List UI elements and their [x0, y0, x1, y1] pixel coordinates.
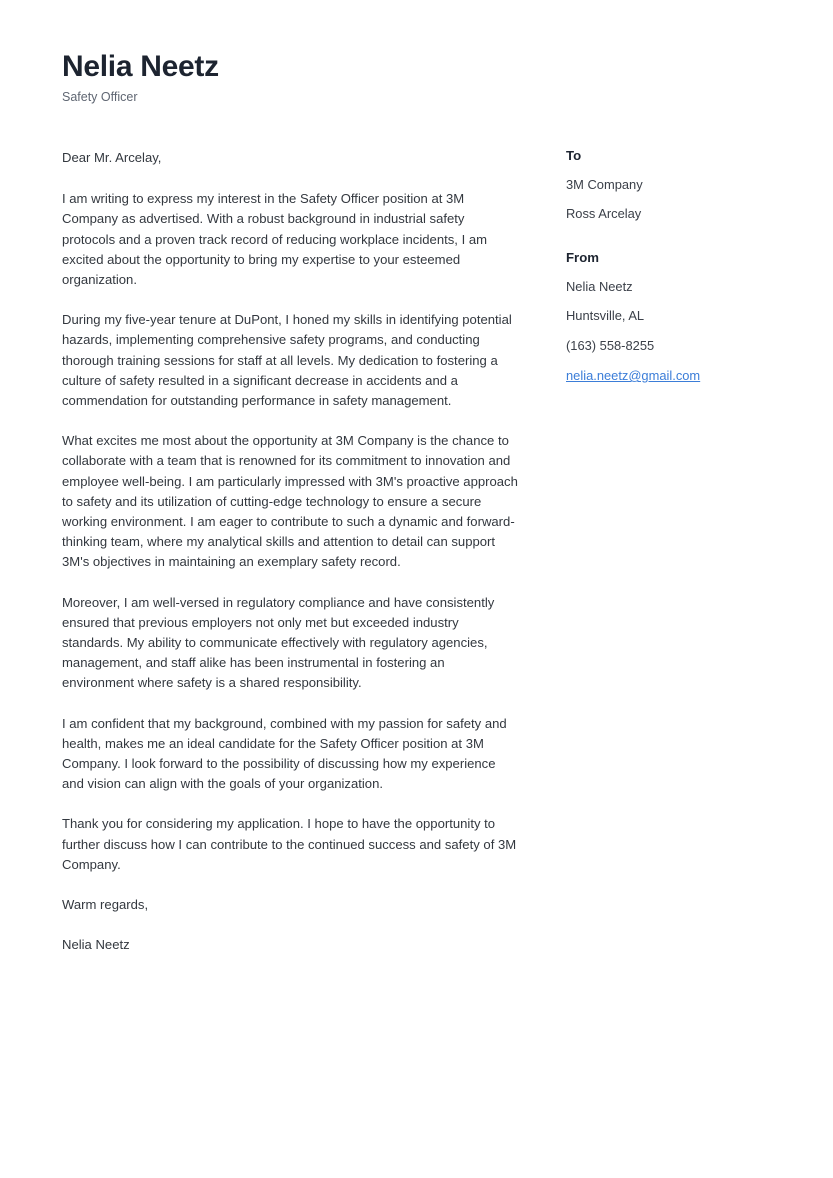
letter-paragraph-1: I am writing to express my interest in the Safety Officer position at 3M Company as advertised. With a robust background in industrial safety protocols and a proven track record of reducing workplace incidents, I am excited about the opportunity to bring my expertise to your esteemed organization.: [62, 191, 488, 288]
recipient-company: 3M Company: [566, 176, 643, 192]
letter-paragraph-6: Thank you for considering my application. I hope to have the opportunity to further discuss how I can contribute to the continued success and safety of 3M Company.: [62, 816, 517, 872]
sender-email-link[interactable]: nelia.neetz@gmail.com: [566, 368, 701, 384]
sender-name: Nelia Neetz: [566, 278, 633, 294]
sender-location: Huntsville, AL: [566, 308, 645, 324]
letter-header: [62, 50, 522, 105]
sender-block: [566, 250, 786, 385]
candidate-job-title: Safety Officer: [62, 89, 138, 104]
letter-signature: Nelia Neetz: [62, 937, 130, 953]
letter-paragraph-3: What excites me most about the opportunity at 3M Company is the chance to collaborate with a team that is renowned for its commitment to innovation and employee well-being. I am particularly impressed with 3M's proactive approach to safety and its utilization of cutting-edge technology to ensure a secure working environment. I am eager to contribute to such a dynamic and forward-thinking team, where my analytical skills and attention to detail can support 3M's objectives in maintaining an exemplary safety record.: [62, 433, 518, 570]
recipient-block: [566, 148, 786, 222]
recipient-contact-name: Ross Arcelay: [566, 206, 642, 222]
letter-body: [62, 148, 520, 956]
sender-phone: (163) 558-8255: [566, 337, 655, 353]
candidate-name: Nelia Neetz: [62, 50, 219, 83]
recipient-heading: To: [566, 148, 582, 163]
salutation: Dear Mr. Arcelay,: [62, 150, 162, 165]
letter-closing: Warm regards,: [62, 897, 149, 913]
letter-paragraph-4: Moreover, I am well-versed in regulatory compliance and have consistently ensured that previous employers not only met but exceeded industry standards. My ability to communicate effectively with regulatory agencies, management, and staff alike has been instrumental in fostering an environment where safety is a shared responsibility.: [62, 594, 495, 691]
sender-heading: From: [566, 249, 599, 265]
letter-paragraph-2: During my five-year tenure at DuPont, I honed my skills in identifying potential hazards, implementing comprehensive safety programs, and conducting thorough training sessions for staff at all levels. My dedication to fostering a culture of safety resulted in a significant decrease in accidents and a commendation for outstanding performance in safety management.: [62, 312, 512, 409]
letter-sidebar: [566, 148, 786, 385]
letter-paragraph-5: I am confident that my background, combined with my passion for safety and health, makes me an ideal candidate for the Safety Officer position at 3M Company. I look forward to the possibility of discussing how my experience and vision can align with the goals of your organization.: [62, 715, 507, 792]
